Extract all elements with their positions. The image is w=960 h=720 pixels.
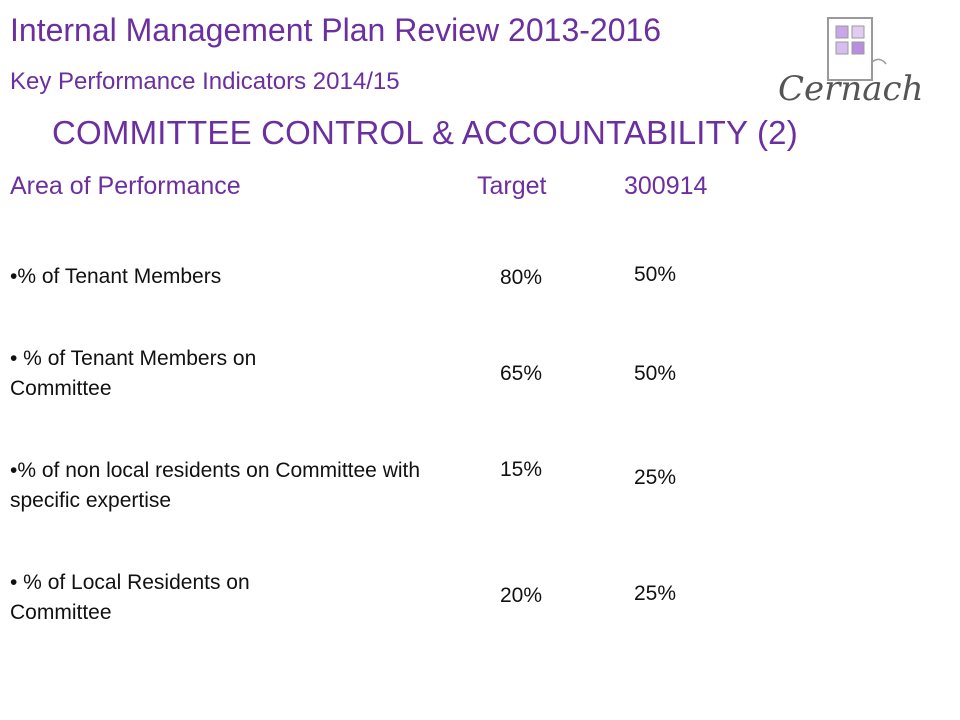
page-subtitle: Key Performance Indicators 2014/15 — [10, 68, 400, 95]
column-header-area: Area of Performance — [10, 172, 241, 200]
column-header-target: Target — [477, 172, 547, 200]
row-actual-tenant-members-committee: 50% — [634, 362, 677, 385]
page-title: Internal Management Plan Review 2013-2016 — [10, 12, 662, 48]
row-target-local-residents: 20% — [500, 584, 543, 607]
column-header-date: 300914 — [624, 172, 708, 200]
row-target-tenant-members-committee: 65% — [500, 362, 543, 385]
row-actual-local-residents: 25% — [634, 582, 677, 605]
row-target-tenant-members: 80% — [500, 266, 543, 289]
logo-wordmark: Cernach — [778, 69, 924, 108]
row-label-non-local-residents: •% of non local residents on Committee with specific expertise — [10, 459, 421, 512]
row-actual-tenant-members: 50% — [634, 263, 677, 286]
row-target-non-local-residents: 15% — [500, 458, 543, 481]
building-window-icon — [776, 12, 936, 108]
row-label-tenant-members: •% of Tenant Members — [10, 265, 222, 288]
row-actual-non-local-residents: 25% — [634, 466, 677, 489]
cernach-logo — [776, 12, 936, 108]
row-label-tenant-members-committee: • % of Tenant Members on Committee — [10, 347, 257, 400]
row-label-local-residents: • % of Local Residents on Committee — [10, 571, 250, 624]
section-heading: COMMITTEE CONTROL & ACCOUNTABILITY (2) — [52, 114, 798, 151]
